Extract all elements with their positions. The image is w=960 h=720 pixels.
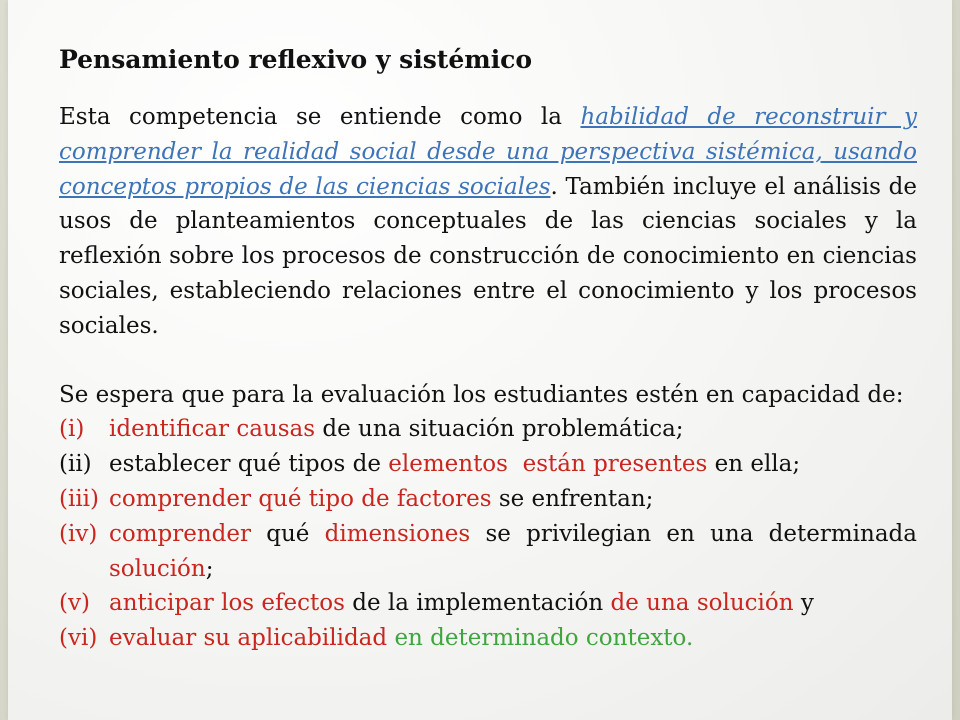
competence-definition-paragraph [59,100,917,344]
list-item [59,482,917,517]
list-item-marker: (iv) [59,520,98,547]
list-item-marker: (ii) [59,451,92,478]
list-item-text-segment: de la implementación [344,590,611,617]
list-item-text-segment: de una solución [610,590,794,617]
list-item-marker: (i) [59,416,85,443]
list-item-text [109,412,917,447]
list-item-text [109,447,917,482]
list-item-text-segment: establecer qué tipos de [109,451,389,478]
list-item-text-segment: de una situación problemática; [315,416,684,443]
list-item [59,447,917,482]
list-item-marker: (vi) [59,625,98,652]
definition-highlight-link[interactable]: habilidad de reconstruir y comprender la realidad social desde una perspectiva sistémica, usando conceptos propios de las ciencias sociales [59,104,917,200]
list-item-text-segment: comprender qué tipo de factores [109,485,492,512]
list-item-text-segment: ; [205,555,214,582]
list-item-marker: (iii) [59,485,100,512]
list-item-text-segment: se privilegian en una determinada [470,520,925,547]
expectation-paragraph: Se espera que para la evaluación los estudiantes estén en capacidad de: [59,381,904,408]
list-item-text-segment: y [793,590,814,617]
list-item-text [109,517,925,587]
list-item-text [109,482,917,517]
list-item-text-segment: dimensiones [324,520,471,547]
list-item-text-segment: elementos están presentes [388,451,708,478]
list-item [59,412,917,447]
list-item-text-segment: en determinado contexto. [394,625,694,652]
list-item-text-segment: qué [251,520,325,547]
list-item-text-segment: solución [109,555,206,582]
list-item-text-segment: en ella; [707,451,801,478]
list-item-text [109,586,917,621]
list-item [59,517,925,587]
definition-intro-text: Esta competencia se entiende como la [59,104,581,130]
list-item-marker: (v) [59,590,90,617]
list-item-text-segment: evaluar su aplicabilidad [109,625,388,652]
list-item-text-segment: anticipar los efectos [109,590,345,617]
capability-list [59,412,925,656]
list-item-text-segment: identificar causas [109,416,316,443]
slide-content [59,40,925,656]
list-item [59,621,917,656]
list-item [59,586,917,621]
list-item-text-segment: se enfrentan; [491,485,654,512]
list-item-text-segment: comprender [109,520,252,547]
slide-title: Pensamiento reflexivo y sistémico [59,45,533,74]
slide [8,0,952,720]
definition-continuation-text: . También incluye el análisis de usos de planteamientos conceptuales de las ciencias sociales y la reflexión sobre los procesos de construcción de conocimiento en ciencias sociales, estableciendo relaciones entre el conocimiento y los procesos sociales. [59,173,917,339]
list-item-text [109,621,917,656]
